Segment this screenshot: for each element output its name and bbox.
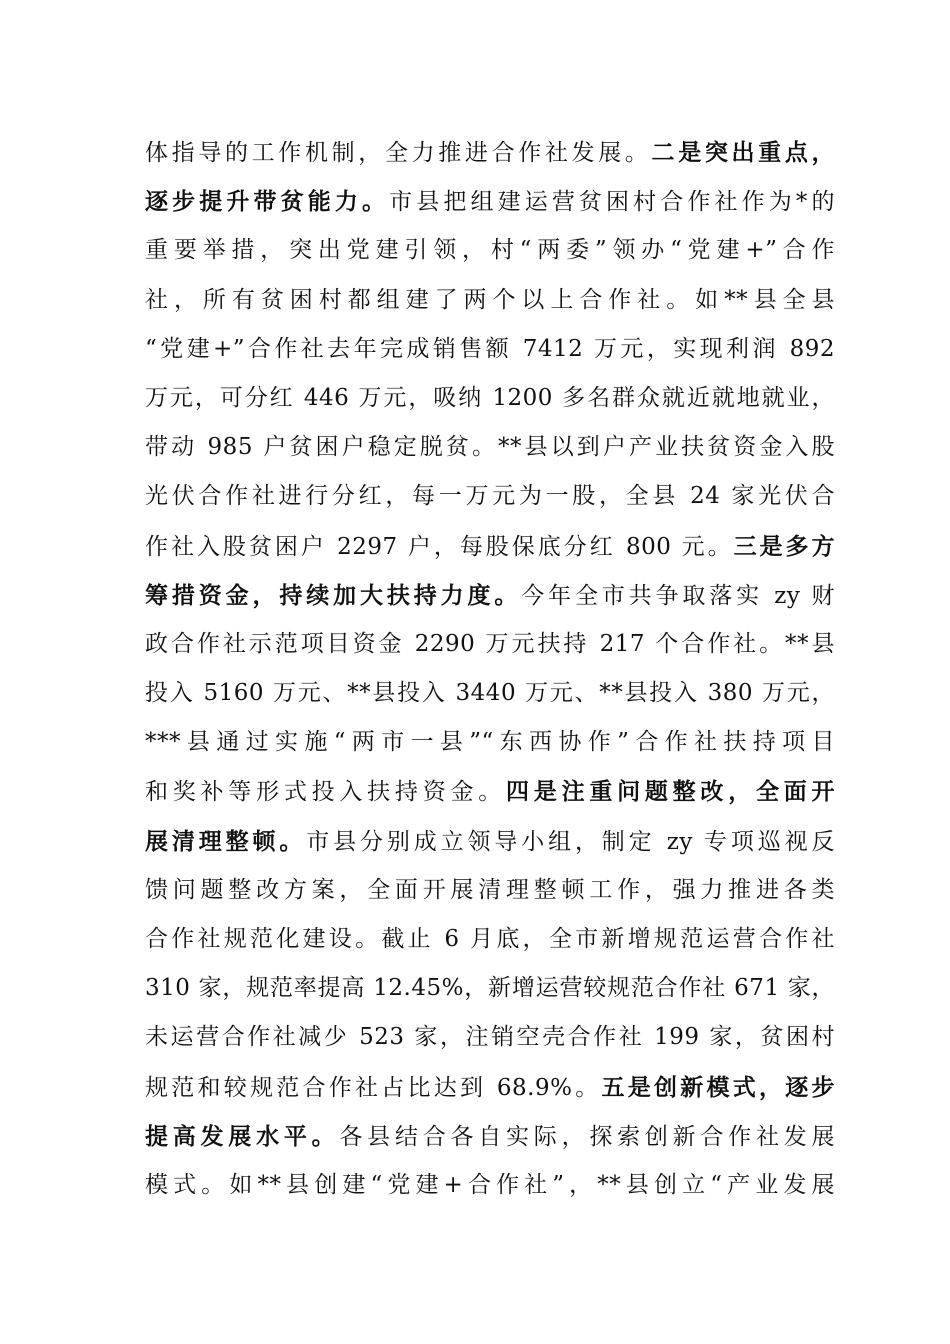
text-line (145, 226, 835, 275)
text-line (145, 669, 835, 718)
bold-heading-text: 逐步提升带贫能力。 (145, 188, 390, 216)
text-line (145, 718, 835, 767)
body-text-run: 重要举措，突出党建引领，村“两委”领办“党建+”合作 (145, 237, 835, 264)
body-text-run: 馈问题整改方案，全面开展清理整顿工作，强力推进各类 (145, 876, 835, 903)
body-text-run: 光伏合作社进行分红，每一万元为一股，全县 24 家光伏合 (145, 483, 835, 510)
body-text-run: 政合作社示范项目资金 2290 万元扶持 217 个合作社。**县 (145, 630, 835, 657)
text-line (145, 325, 835, 374)
body-text-run: 310 家，规范率提高 12.45%，新增运营较规范合作社 671 家， (145, 975, 835, 1002)
body-text-run: 合作社规范化建设。截止 6 月底，全市新增规范运营合作社 (145, 926, 835, 952)
text-line (145, 276, 835, 325)
text-line (145, 1112, 835, 1161)
text-line (145, 177, 835, 226)
text-line (145, 571, 835, 620)
body-text-run: 各县结合各自实际，探索创新合作社发展 (339, 1123, 835, 1150)
text-line (145, 128, 835, 177)
text-line (145, 522, 835, 571)
body-text-run: 社，所有贫困村都组建了两个以上合作社。如**县全县 (145, 286, 835, 313)
body-text-run: “党建+”合作社去年完成销售额 7412 万元，实现利润 892 (145, 335, 835, 362)
text-line (145, 817, 835, 866)
body-text-run: 模式。如**县创建“党建+合作社”，**县创立“产业发展 (145, 1171, 835, 1198)
bold-heading-text: 四是注重问题整改，全面开 (506, 778, 835, 806)
body-text-run: 市县把组建运营贫困村合作社作为*的 (389, 189, 835, 216)
body-text-run: 体指导的工作机制，全力推进合作社发展。 (145, 140, 652, 166)
text-line (145, 866, 835, 915)
body-text-run: 带动 985 户贫困户稳定脱贫。**县以到户产业扶贫资金入股 (145, 434, 835, 461)
bold-heading-text: 提高发展水平。 (145, 1122, 340, 1150)
body-text-run: ***县通过实施“两市一县”“东西协作”合作社扶持项目 (145, 729, 835, 756)
body-text-run: 未运营合作社减少 523 家，注销空壳合作社 199 家，贫困村 (145, 1024, 835, 1051)
text-line (145, 620, 835, 669)
text-line (145, 1161, 835, 1210)
text-line (145, 767, 835, 816)
text-line (145, 1063, 835, 1112)
bold-heading-text: 筹措资金，持续加大扶持力度。 (145, 581, 522, 609)
body-text-run: 万元，可分红 446 万元，吸纳 1200 多名群众就近就地就业， (145, 384, 835, 411)
text-line (145, 964, 835, 1013)
body-text-run: 作社入股贫困户 2297 户，每股保底分红 800 元。 (145, 533, 734, 560)
body-text-run: 投入 5160 万元、**县投入 3440 万元、**县投入 380 万元， (145, 680, 835, 707)
text-line (145, 472, 835, 521)
text-line (145, 1013, 835, 1062)
bold-heading-text: 三是多方 (733, 532, 835, 560)
bold-heading-text: 五是创新模式，逐步 (601, 1073, 835, 1101)
body-text-run: 规范和较规范合作社占比达到 68.9%。 (145, 1074, 602, 1101)
body-text-run: 今年全市共争取落实 zy 财 (521, 582, 835, 609)
bold-heading-text: 二是突出重点， (651, 139, 835, 166)
body-text-run: 市县分别成立领导小组，制定 zy 专项巡视反 (306, 828, 835, 855)
bold-heading-text: 展清理整顿。 (145, 827, 307, 855)
body-text (145, 128, 835, 1210)
text-line (145, 915, 835, 964)
text-line (145, 374, 835, 423)
text-line (145, 423, 835, 472)
body-text-run: 和奖补等形式投入扶持资金。 (145, 779, 507, 806)
